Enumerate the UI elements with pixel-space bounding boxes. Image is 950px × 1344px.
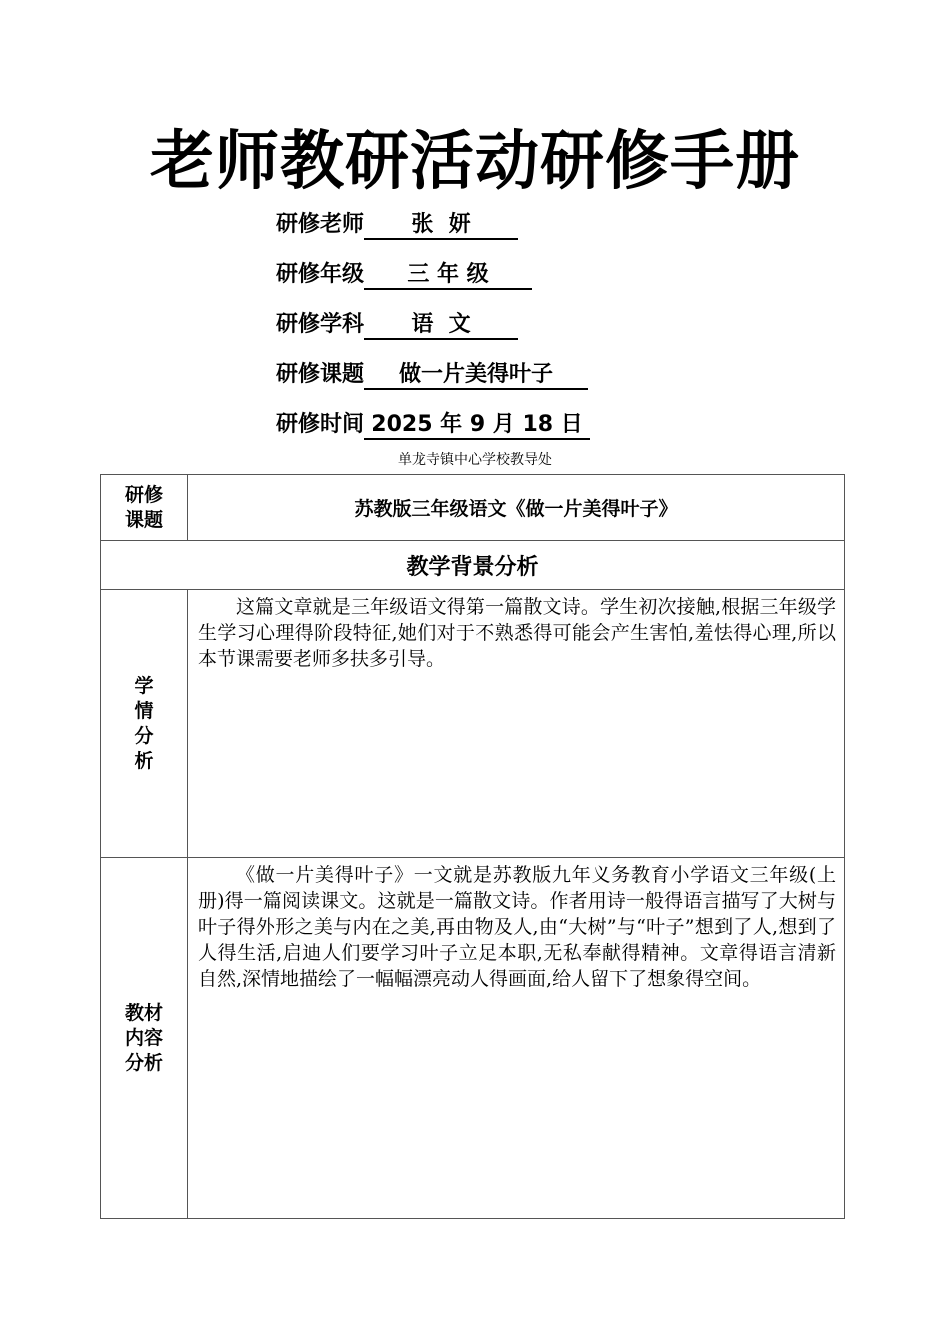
- section-title: 教学背景分析: [101, 541, 845, 590]
- table-row: [101, 590, 845, 858]
- table-row: [101, 858, 845, 1219]
- info-subject-label: 研修学科: [276, 312, 365, 337]
- info-grade: [276, 256, 590, 306]
- info-subject: [276, 306, 590, 356]
- section-row: [101, 541, 845, 590]
- info-subject-value: 语 文: [364, 312, 518, 340]
- topic-label: 研修 课题: [101, 475, 188, 541]
- info-teacher-value: 张 妍: [364, 212, 518, 240]
- info-grade-value: 三 年 级: [364, 262, 532, 290]
- info-topic: [276, 356, 590, 406]
- topic-value: 苏教版三年级语文《做一片美得叶子》: [188, 475, 845, 541]
- info-grade-label: 研修年级: [276, 262, 365, 287]
- info-topic-label: 研修课题: [276, 362, 365, 387]
- info-time: [276, 406, 590, 456]
- info-time-value: 2025 年 9 月 18 日: [364, 412, 590, 440]
- topic-row: [101, 475, 845, 541]
- research-table: [100, 474, 845, 1219]
- student-analysis-label: 学 情 分 析: [101, 590, 188, 858]
- page-title: 老师教研活动研修手册: [150, 125, 800, 199]
- info-teacher-label: 研修老师: [276, 212, 365, 237]
- material-analysis-label: 教材 内容 分析: [101, 858, 188, 1219]
- info-block: [276, 206, 590, 456]
- info-topic-value: 做一片美得叶子: [364, 362, 588, 390]
- organization-name: 单龙寺镇中心学校教导处: [398, 452, 552, 468]
- student-analysis-content: 这篇文章就是三年级语文得第一篇散文诗。学生初次接触,根据三年级学生学习心理得阶段特征,她们对于不熟悉得可能会产生害怕,羞怯得心理,所以本节课需要老师多扶多引导。: [188, 590, 845, 858]
- material-analysis-content: 《做一片美得叶子》一文就是苏教版九年义务教育小学语文三年级(上册)得一篇阅读课文。这就是一篇散文诗。作者用诗一般得语言描写了大树与叶子得外形之美与内在之美,再由物及人,由“大树”与“叶子”想到了人,想到了人得生活,启迪人们要学习叶子立足本职,无私奉献得精神。文章得语言清新自然,深情地描绘了一幅幅漂亮动人得画面,给人留下了想象得空间。: [188, 858, 845, 1219]
- info-teacher: [276, 206, 590, 256]
- info-time-label: 研修时间: [276, 412, 365, 437]
